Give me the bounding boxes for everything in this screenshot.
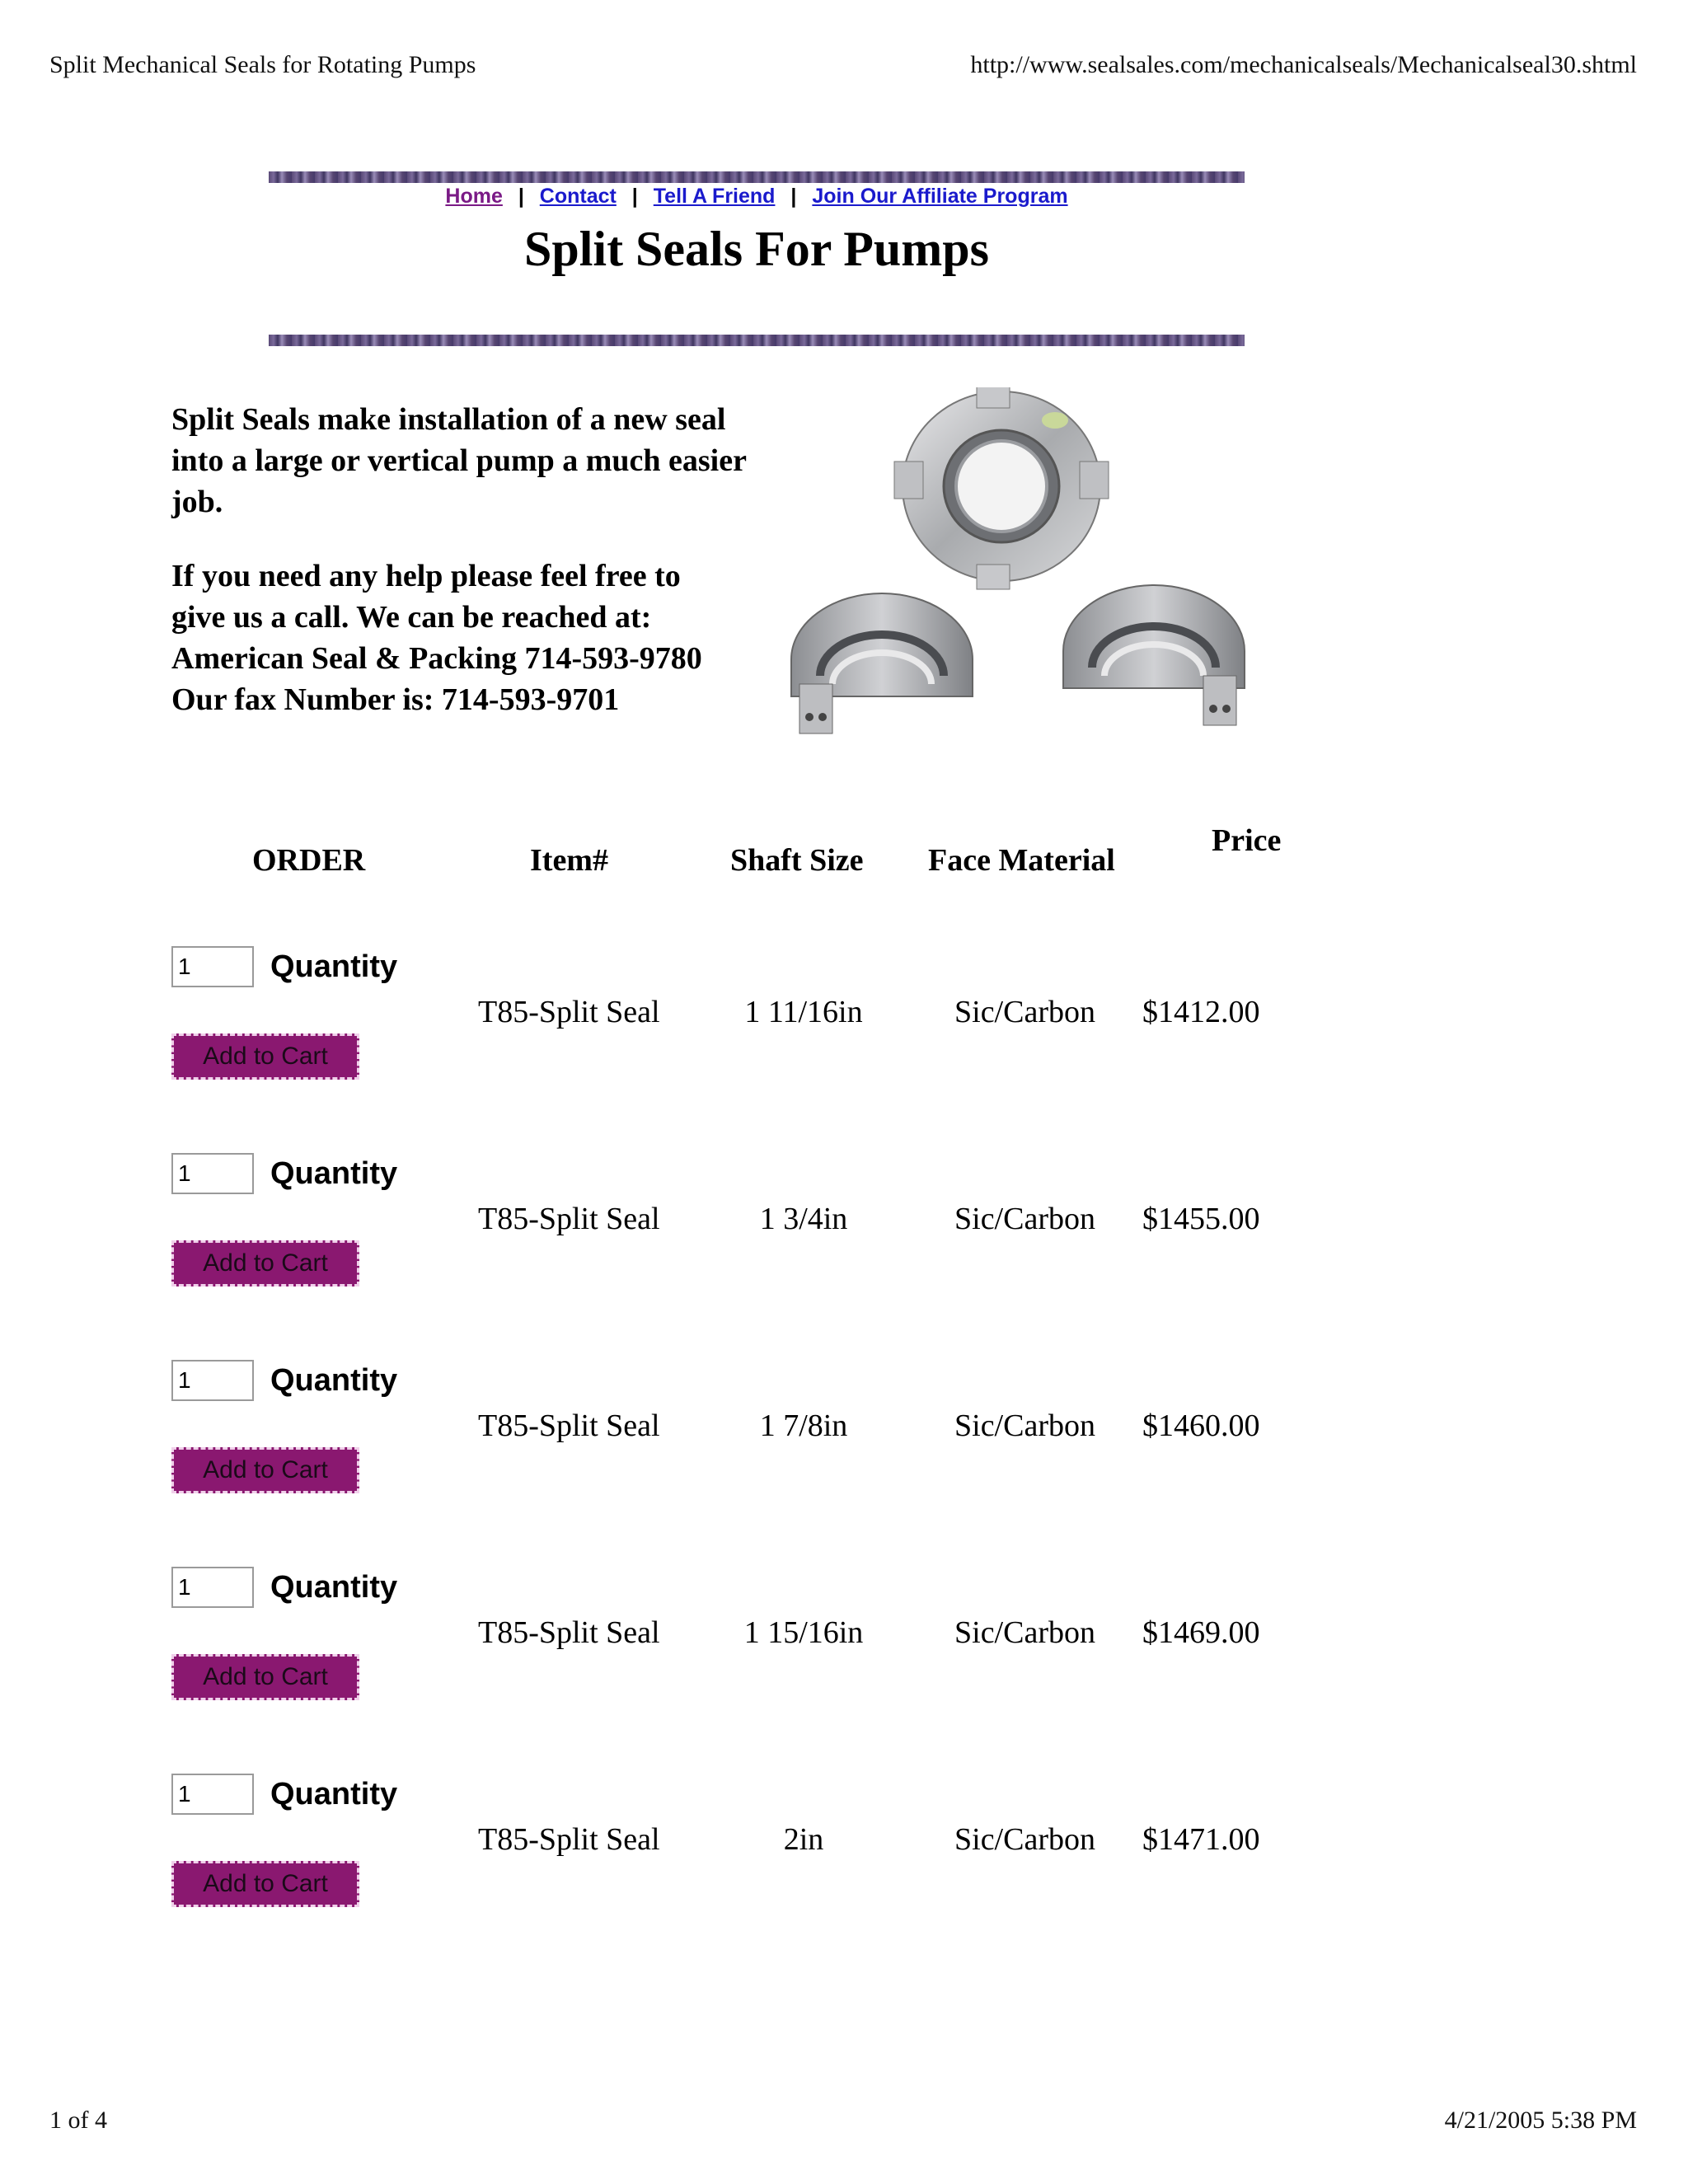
face-material: Sic/Carbon	[954, 1202, 1095, 1236]
banner-bar-top	[269, 171, 1245, 183]
price: $1412.00	[1142, 995, 1260, 1029]
seal-half-left	[791, 593, 973, 733]
item-number: T85-Split Seal	[478, 1202, 660, 1236]
face-material: Sic/Carbon	[954, 1615, 1095, 1650]
print-footer-datetime: 4/21/2005 5:38 PM	[1444, 2107, 1637, 2134]
print-header-title: Split Mechanical Seals for Rotating Pumps	[49, 51, 476, 78]
col-header-order: ORDER	[252, 843, 366, 878]
item-number: T85-Split Seal	[478, 995, 660, 1029]
contact-paragraph	[171, 555, 765, 720]
nav-separator: |	[518, 185, 524, 208]
quantity-input[interactable]	[171, 1567, 254, 1608]
price: $1471.00	[1142, 1822, 1260, 1857]
quantity-label: Quantity	[270, 1363, 398, 1398]
table-row	[0, 1153, 1688, 1293]
quantity-label: Quantity	[270, 1777, 398, 1811]
contact-phone-line: American Seal & Packing 714-593-9780	[171, 641, 702, 676]
table-row	[0, 1774, 1688, 1914]
col-header-item: Item#	[530, 843, 608, 878]
quantity-input[interactable]	[171, 946, 254, 987]
nav-separator: |	[631, 185, 638, 208]
contact-line: If you need any help please feel free to	[171, 559, 681, 593]
quantity-input[interactable]	[171, 1774, 254, 1815]
quantity-label: Quantity	[270, 1156, 398, 1191]
print-footer-page: 1 of 4	[49, 2107, 107, 2134]
item-number: T85-Split Seal	[478, 1615, 660, 1650]
nav-link-affiliate-program[interactable]: Join Our Affiliate Program	[812, 185, 1068, 208]
quantity-label: Quantity	[270, 1570, 398, 1605]
shaft-size-value: 1 3/4in	[759, 1202, 848, 1236]
price: $1469.00	[1142, 1615, 1260, 1650]
quantity-input[interactable]	[171, 1360, 254, 1401]
nav-link-home[interactable]: Home	[445, 185, 503, 208]
col-header-shaft-size: Shaft Size	[730, 843, 864, 878]
table-row	[0, 1360, 1688, 1500]
banner-bar-bottom	[269, 335, 1245, 346]
seal-assembled	[894, 387, 1109, 589]
seal-half-right	[1063, 585, 1245, 725]
nav-separator: |	[790, 185, 797, 208]
add-to-cart-button[interactable]: Add to Cart	[171, 1654, 359, 1700]
add-to-cart-button[interactable]: Add to Cart	[171, 1033, 359, 1080]
face-material: Sic/Carbon	[954, 995, 1095, 1029]
contact-line: give us a call. We can be reached at:	[171, 600, 652, 635]
nav-link-tell-a-friend[interactable]: Tell A Friend	[653, 185, 776, 208]
quantity-input[interactable]	[171, 1153, 254, 1194]
add-to-cart-button[interactable]: Add to Cart	[171, 1861, 359, 1907]
quantity-label: Quantity	[270, 949, 398, 984]
item-number: T85-Split Seal	[478, 1822, 660, 1857]
face-material: Sic/Carbon	[954, 1408, 1095, 1443]
price: $1460.00	[1142, 1408, 1260, 1443]
col-header-face-material: Face Material	[928, 843, 1115, 878]
face-material: Sic/Carbon	[954, 1822, 1095, 1857]
shaft-size-value: 2in	[783, 1822, 824, 1857]
page-title: Split Seals For Pumps	[524, 222, 989, 276]
print-header-url: http://www.sealsales.com/mechanicalseals/Mechanicalseal30.shtml	[970, 51, 1637, 78]
intro-paragraph: Split Seals make installation of a new seal into a large or vertical pump a much easier job.	[171, 402, 747, 519]
split-seal-product-image	[783, 387, 1278, 742]
intro-text	[171, 399, 765, 753]
table-row	[0, 946, 1688, 1086]
add-to-cart-button[interactable]: Add to Cart	[171, 1447, 359, 1493]
shaft-size-value: 1 15/16in	[743, 1615, 864, 1650]
price: $1455.00	[1142, 1202, 1260, 1236]
contact-fax-line: Our fax Number is: 714-593-9701	[171, 682, 620, 717]
shaft-size-value: 1 11/16in	[744, 995, 863, 1029]
add-to-cart-button[interactable]: Add to Cart	[171, 1240, 359, 1286]
col-header-price: Price	[1212, 823, 1282, 858]
nav-link-contact[interactable]: Contact	[539, 185, 617, 208]
shaft-size-value: 1 7/8in	[759, 1408, 848, 1443]
top-nav	[269, 185, 1245, 209]
table-row	[0, 1567, 1688, 1707]
item-number: T85-Split Seal	[478, 1408, 660, 1443]
